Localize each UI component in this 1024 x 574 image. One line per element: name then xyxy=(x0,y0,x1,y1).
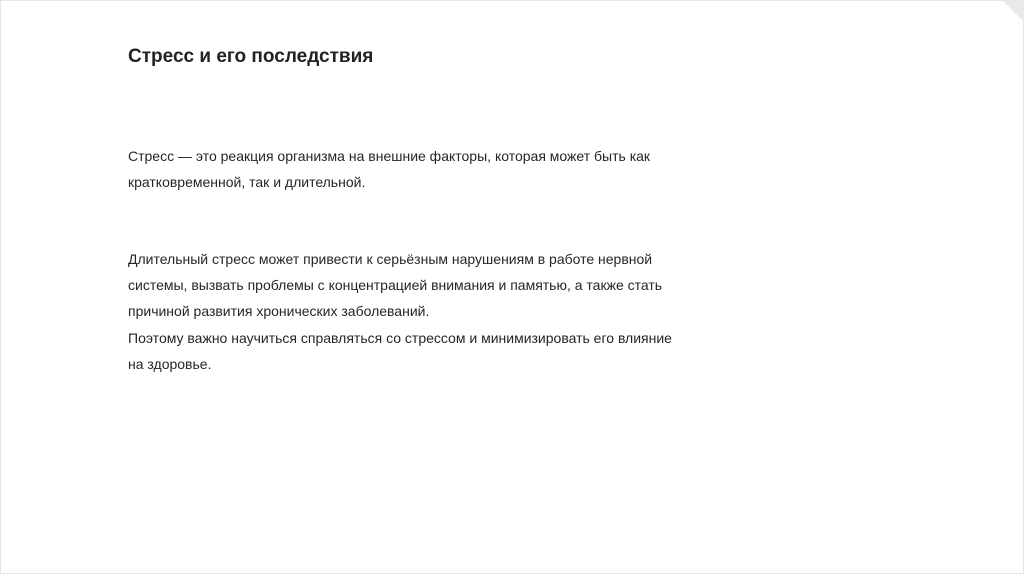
paragraph-line: Стресс — это реакция организма на внешние факторы, которая может быть как xyxy=(128,148,651,164)
page-corner-fold xyxy=(1002,0,1024,22)
paragraph-line: Длительный стресс может привести к серьёзным нарушениям в работе нервной xyxy=(128,251,653,267)
paragraph-line: на здоровье. xyxy=(128,356,212,372)
paragraph-consequences xyxy=(128,246,663,324)
paragraph-line: Поэтому важно научиться справляться со стрессом и минимизировать его влияние xyxy=(128,330,672,346)
paragraph-line: кратковременной, так и длительной. xyxy=(128,174,366,190)
paragraph-definition xyxy=(128,143,658,195)
paragraph-line: причиной развития хронических заболеваний. xyxy=(128,303,430,319)
paragraph-conclusion xyxy=(128,325,673,377)
slide-title: Стресс и его последствия xyxy=(128,46,374,67)
paragraph-line: системы, вызвать проблемы с концентрацией внимания и памятью, а также стать xyxy=(128,277,663,293)
